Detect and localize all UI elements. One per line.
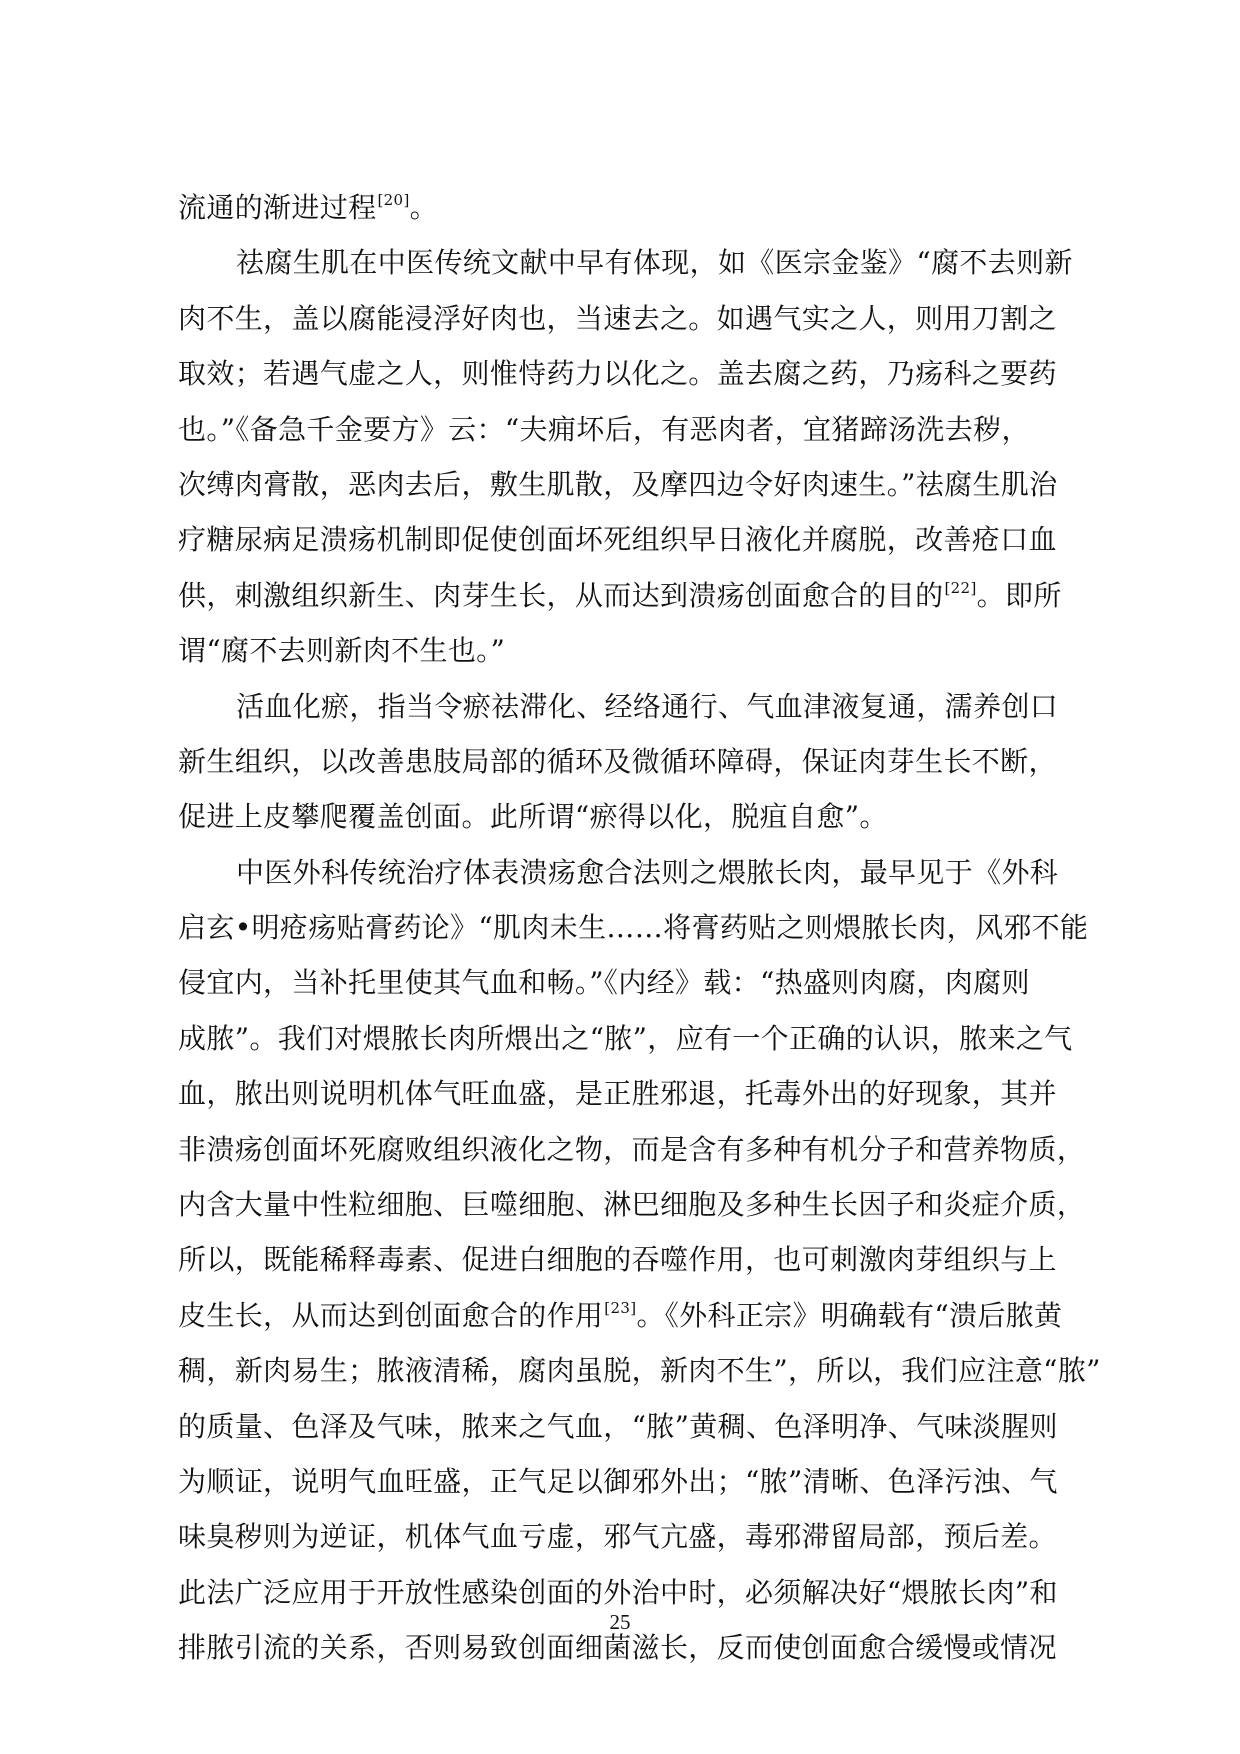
text-line: 取效；若遇气虚之人，则惟恃药力以化之。盖去腐之药，乃疡科之要药 xyxy=(178,357,1057,391)
text-line: 味臭秽则为逆证，机体气血亏虚，邪气亢盛，毒邪滞留局部，预后差。 xyxy=(178,1520,1057,1554)
text-line: 也。”《备急千金要方》云：“夫痈坏后，有恶肉者，宜猪蹄汤洗去秽， xyxy=(178,412,1030,446)
text-line: 谓“腐不去则新肉不生也。” xyxy=(178,634,506,668)
text-line: 为顺证，说明气血旺盛，正气足以御邪外出；“脓”清晰、色泽污浊、气 xyxy=(178,1464,1058,1498)
text-line: 血，脓出则说明机体气旺血盛，是正胜邪退，托毒外出的好现象，其并 xyxy=(178,1077,1057,1111)
text-line: 促进上皮攀爬覆盖创面。此所谓“瘀得以化，脱疽自愈”。 xyxy=(178,800,888,834)
text-line: 稠，新肉易生；脓液清稀，腐肉虽脱，新肉不生”，所以，我们应注意“脓” xyxy=(178,1354,1101,1388)
text-line: 次缚肉膏散，恶肉去后，敷生肌散，及摩四边令好肉速生。”祛腐生肌治 xyxy=(178,467,1058,501)
text-line: 供，刺激组织新生、肉芽生长，从而达到溃疡创面愈合的目的[22]。即所 xyxy=(178,578,1062,612)
page-number: 25 xyxy=(609,1610,631,1634)
text-line: 排脓引流的关系，否则易致创面细菌滋长，反而使创面愈合缓慢或情况 xyxy=(178,1631,1057,1665)
body-text xyxy=(178,180,1101,1676)
text-line: 肉不生，盖以腐能浸浮好肉也，当速去之。如遇气实之人，则用刀割之 xyxy=(178,301,1057,335)
paragraph-start-line: 中医外科传统治疗体表溃疡愈合法则之煨脓长肉，最早见于《外科 xyxy=(236,855,1059,889)
text-line: 启玄•明疮疡贴膏药论》“肌肉未生……将膏药贴之则煨脓长肉，风邪不能 xyxy=(178,911,1089,945)
text-line: 皮生长，从而达到创面愈合的作用[23]。《外科正宗》明确载有“溃后脓黄 xyxy=(178,1298,1063,1332)
citation: [23] xyxy=(604,1298,637,1317)
text-line: 内含大量中性粒细胞、巨噬细胞、淋巴细胞及多种生长因子和炎症介质， xyxy=(178,1188,1086,1222)
text-line: 此法广泛应用于开放性感染创面的外治中时，必须解决好“煨脓长肉”和 xyxy=(178,1575,1058,1609)
citation: [22] xyxy=(944,578,977,597)
text-line: 流通的渐进过程[20]。 xyxy=(178,191,439,224)
text-line: 新生组织，以改善患肢局部的循环及微循环障碍，保证肉芽生长不断， xyxy=(178,744,1057,778)
text-line: 疗糖尿病足溃疡机制即促使创面坏死组织早日液化并腐脱，改善疮口血 xyxy=(178,523,1057,557)
text-line: 成脓”。我们对煨脓长肉所煨出之“脓”，应有一个正确的认识，脓来之气 xyxy=(178,1021,1073,1055)
paragraph-start-line: 活血化瘀，指当令瘀祛滞化、经络通行、气血津液复通，濡养创口 xyxy=(236,689,1059,723)
text-line: 侵宜内，当补托里使其气血和畅。”《内经》载：“热盛则肉腐，肉腐则 xyxy=(178,966,1030,1000)
text-line: 的质量、色泽及气味，脓来之气血，“脓”黄稠、色泽明净、气味淡腥则 xyxy=(178,1409,1058,1443)
paragraph-start-line: 祛腐生肌在中医传统文献中早有体现，如《医宗金鉴》“腐不去则新 xyxy=(236,246,1073,280)
citation: [20] xyxy=(377,191,410,209)
text-line: 所以，既能稀释毒素、促进白细胞的吞噬作用，也可刺激肉芽组织与上 xyxy=(178,1243,1057,1277)
text-line: 非溃疡创面坏死腐败组织液化之物，而是含有多种有机分子和营养物质， xyxy=(178,1132,1086,1166)
